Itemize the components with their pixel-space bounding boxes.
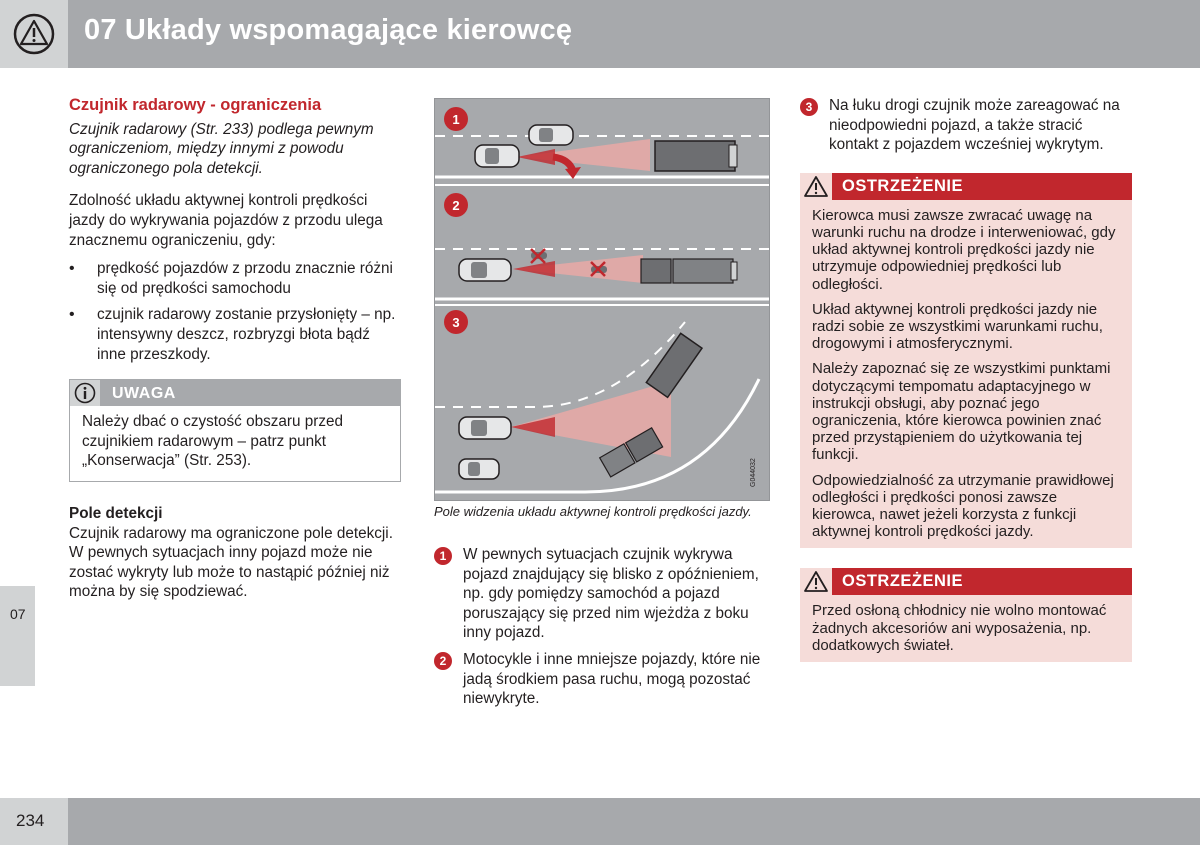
car-icon xyxy=(459,459,499,479)
figure-caption: Pole widzenia układu aktywnej kontroli prędkości jazdy. xyxy=(434,504,752,519)
note-icon-box xyxy=(70,380,100,406)
figure-code: G044032 xyxy=(750,458,757,487)
warning-label: OSTRZEŻENIE xyxy=(842,572,964,591)
note-box xyxy=(69,379,401,482)
note-text: Należy dbać o czystość obszaru przed czujnikiem radarowym – patrz punkt „Konserwacja” (Str. 253). xyxy=(82,413,344,470)
number-badge: 1 xyxy=(434,547,452,565)
page-header xyxy=(0,0,1200,68)
radar-figure xyxy=(434,98,770,501)
page-title: 07 Układy wspomagające kierowcę xyxy=(84,14,573,46)
warning-triangle-icon xyxy=(13,13,55,55)
truck-icon xyxy=(641,259,737,283)
left-column xyxy=(69,96,401,602)
car-icon xyxy=(459,417,511,439)
warning-triangle-icon xyxy=(803,570,829,593)
right-column xyxy=(800,96,1132,662)
truck-icon xyxy=(655,141,737,171)
warning-icon-box xyxy=(800,173,832,200)
bullet-item: • prędkość pojazdów z przodu znacznie różni się od prędkości samochodu xyxy=(69,259,401,298)
note-label: UWAGA xyxy=(112,385,176,403)
numbered-item-text: Motocykle i inne mniejsze pojazdy, które nie jadą środkiem pasa ruchu, mogą pozostać niewykryte. xyxy=(463,650,761,708)
numbered-item xyxy=(800,96,1132,155)
warning-header xyxy=(800,568,1132,595)
radar-diagram xyxy=(435,99,769,500)
marker-3 xyxy=(444,310,468,334)
warning-paragraph: Układ aktywnej kontroli prędkości jazdy nie radzi sobie ze wszystkimi warunkami ruchu, drogowymi i atmosferycznymi. xyxy=(812,300,1103,353)
number-badge: 3 xyxy=(800,98,818,116)
info-icon xyxy=(74,382,96,404)
warning-paragraph: Należy zapoznać się ze wszystkimi punktami dotyczącymi tempomatu adaptacyjnego w instrukcji obsługi, aby poznać jego ograniczenia, które kierowca powinien znać przed przystąpieniem do użytkowania tej funkcji. xyxy=(812,360,1111,464)
numbered-item-text: Na łuku drogi czujnik może zareagować na nieodpowiedni pojazd, a także stracić kontakt z pojazdem wcześniej wykrytym. xyxy=(829,97,1120,154)
page-footer xyxy=(0,798,1200,845)
warning-paragraph: Odpowiedzialność za utrzymanie prawidłowej odległości i prędkości ponosi zawsze kierowca, nawet jeżeli korzysta z funkcji aktywnej kontroli prędkości jazdy. xyxy=(812,471,1114,541)
warning-paragraph: Kierowca musi zawsze zwracać uwagę na warunki ruchu na drodze i interweniować, gdy układ aktywnej kontroli prędkości jazdy nie utrzymuje odpowiedniej prędkości lub odległości. xyxy=(812,206,1116,293)
car-icon xyxy=(459,259,511,281)
car-icon xyxy=(475,145,519,167)
marker-2-label: 2 xyxy=(452,198,460,213)
marker-1 xyxy=(444,107,468,131)
numbered-list xyxy=(434,545,764,716)
paragraph: Zdolność układu aktywnej kontroli prędkości jazdy do wykrywania pojazdów z przodu ulega znacznemu ograniczeniu, gdy: xyxy=(69,192,383,249)
car-icon xyxy=(529,125,573,145)
warning-header xyxy=(800,173,1132,200)
note-header xyxy=(70,380,400,406)
warning-body xyxy=(800,595,1132,662)
warning-icon-box xyxy=(800,568,832,595)
number-badge: 2 xyxy=(434,652,452,670)
marker-2 xyxy=(444,193,468,217)
subsection-text: Czujnik radarowy ma ograniczone pole detekcji. W pewnych sytuacjach inny pojazd może nie zostać wykryty lub może to nastąpić później niż można by się spodziewać. xyxy=(69,524,393,601)
warning-triangle-icon xyxy=(803,175,829,198)
header-icon-box xyxy=(0,0,68,68)
numbered-item-text: W pewnych sytuacjach czujnik wykrywa pojazd znajdujący się blisko z opóźnieniem, np. gdy pomiędzy samochód a pojazd poruszający się przed nim wjeżdża z boku inny pojazd. xyxy=(463,546,759,642)
panel-2 xyxy=(435,187,769,305)
section-intro: Czujnik radarowy (Str. 233) podlega pewnym ograniczeniom, między innymi z powodu ograniczonego pola detekcji. xyxy=(69,120,374,177)
bullet-list xyxy=(69,259,401,364)
subsection-title: Pole detekcji xyxy=(69,504,163,522)
page-number: 234 xyxy=(16,811,45,830)
chapter-tab xyxy=(0,586,35,686)
chapter-tab-label: 07 xyxy=(10,606,26,622)
page-number-box xyxy=(0,798,68,845)
bullet-item: • czujnik radarowy zostanie przysłonięty – np. intensywny deszcz, rozbryzgi błota bądź inne przeszkody. xyxy=(69,305,401,364)
warning-label: OSTRZEŻENIE xyxy=(842,176,964,195)
marker-1-label: 1 xyxy=(452,112,460,127)
marker-3-label: 3 xyxy=(452,315,460,330)
numbered-item xyxy=(434,650,764,709)
warning-box xyxy=(800,568,1132,662)
section-title: Czujnik radarowy - ograniczenia xyxy=(69,96,322,114)
warning-paragraph: Przed osłoną chłodnicy nie wolno montować żadnych akcesoriów ani wyposażenia, np. dodatkowych świateł. xyxy=(812,602,1107,654)
warning-box xyxy=(800,173,1132,549)
warning-body xyxy=(800,200,1132,549)
numbered-item xyxy=(434,545,764,643)
